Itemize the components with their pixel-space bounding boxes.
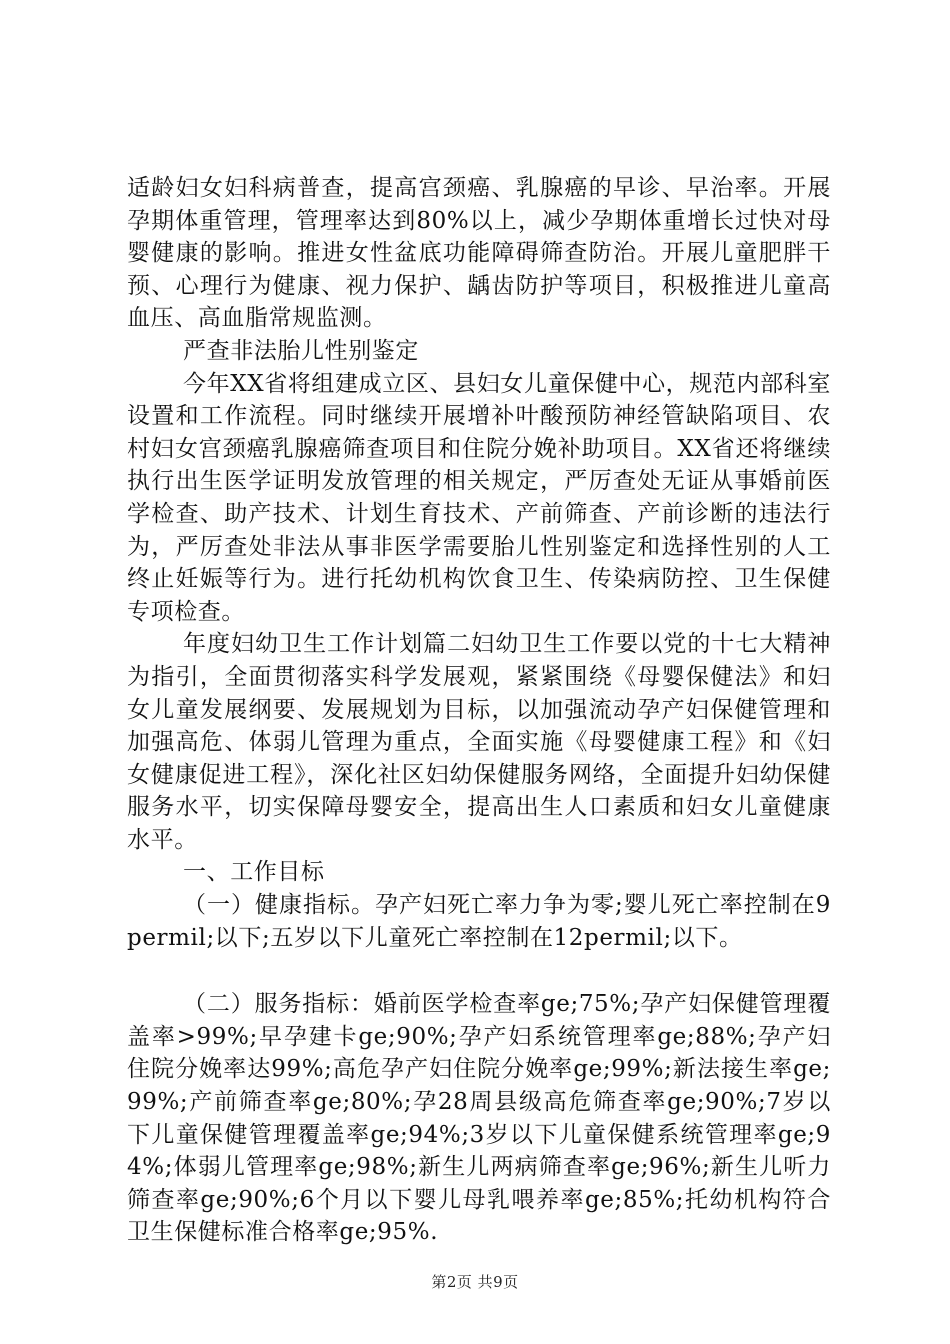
section-heading-work-goals: 一、工作目标 (183, 859, 325, 886)
paragraph-screening: 适龄妇女妇科病普查，提高宫颈癌、乳腺癌的早诊、早治率。开展孕期体重管理，管理率达到80%以上，减少孕期体重增长过快对母婴健康的影响。推进女性盆底功能障碍筛查防治。开展儿童肥胖干预、心理行为健康、视力保护、龋齿防护等项目，积极推进儿童高血压、高血脂常规监测。 (127, 175, 831, 332)
paragraph-province-plan: 今年XX省将组建成立区、县妇女儿童保健中心，规范内部科室设置和工作流程。同时继续开展增补叶酸预防神经管缺陷项目、农村妇女宫颈癌乳腺癌筛查项目和住院分娩补助项目。XX省还将继续执行出生医学证明发放管理的相关规定，严厉查处无证从事婚前医学检查、助产技术、计划生育技术、产前筛查、产前诊断的违法行为，严厉查处非法从事非医学需要胎儿性别鉴定和选择性别的人工终止妊娠等行为。进行托幼机构饮食卫生、传染病防控、卫生保健专项检查。 (127, 370, 831, 625)
section-heading-gender-identification: 严查非法胎儿性别鉴定 (183, 337, 419, 364)
page-number: 第2页 共9页 (431, 1273, 519, 1291)
paragraph-service-indicators: （二）服务指标：婚前医学检查率ge;75%;孕产妇保健管理覆盖率>99%;早孕建卡ge;90%;孕产妇系统管理率ge;88%;孕产妇住院分娩率达99%;高危孕产妇住院分娩率ge;99%;新法接生率ge;99%;产前筛查率ge;80%;孕28周县级高危筛查率ge;90%;7岁以下儿童保健管理覆盖率ge;94%;3岁以下儿童保健系统管理率ge;94%;体弱儿管理率ge;98%;新生儿两病筛查率ge;96%;新生儿听力筛查率ge;90%;6个月以下婴儿母乳喂养率ge;85%;托幼机构符合卫生保健标准合格率ge;95%. (127, 991, 831, 1246)
paragraph-annual-plan: 年度妇幼卫生工作计划篇二妇幼卫生工作要以党的十七大精神为指引，全面贯彻落实科学发展观，紧紧围绕《母婴保健法》和妇女儿童发展纲要、发展规划为目标，以加强流动孕产妇保健管理和加强高危、体弱儿管理为重点，全面实施《母婴健康工程》和《妇女健康促进工程》，深化社区妇幼保健服务网络，全面提升妇幼保健服务水平，切实保障母婴安全，提高出生人口素质和妇女儿童健康水平。 (127, 631, 831, 853)
paragraph-gap (127, 954, 831, 988)
document-body (127, 172, 831, 1249)
paragraph-health-indicators: （一）健康指标。孕产妇死亡率力争为零;婴儿死亡率控制在9permil;以下;五岁以下儿童死亡率控制在12permil;以下。 (127, 892, 831, 951)
